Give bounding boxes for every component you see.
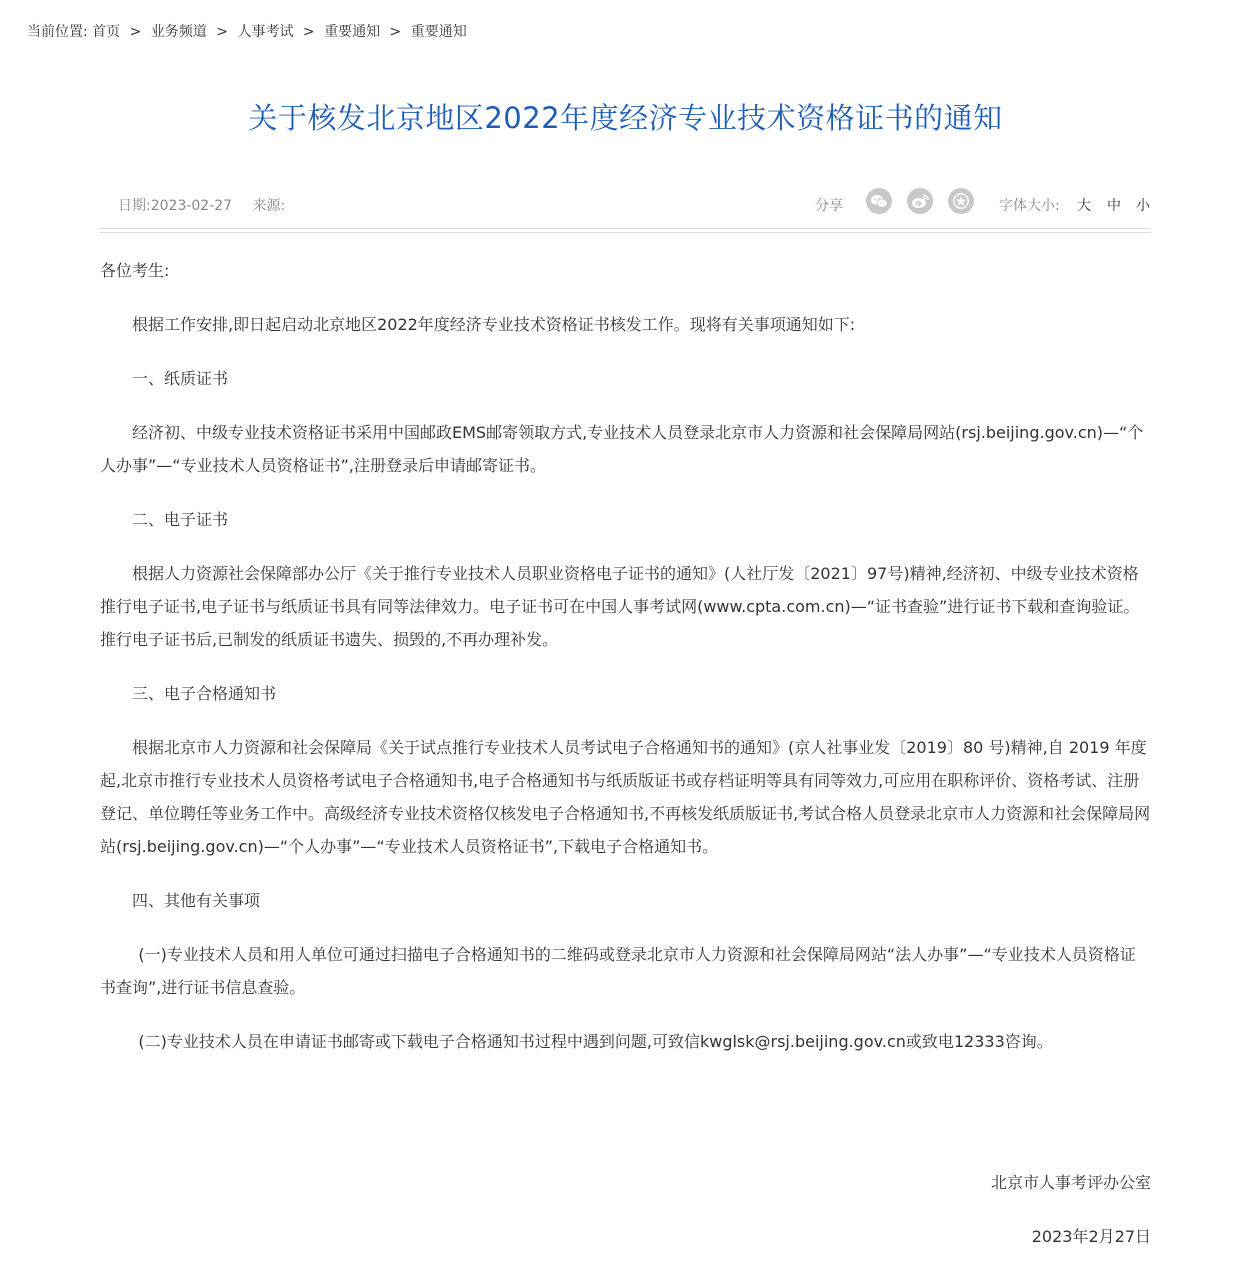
font-size-large-button[interactable]: 大: [1077, 198, 1091, 214]
article-meta: [118, 195, 285, 215]
signature-block: [991, 1166, 1151, 1253]
weibo-icon[interactable]: [907, 188, 933, 214]
other-matters-item-2: (二)专业技术人员在申请证书邮寄或下载电子合格通知书过程中遇到问题,可致信kwglsk@rsj.beijing.gov.cn或致电12333咨询。: [138, 1032, 1053, 1051]
signature-organization: 北京市人事考评办公室: [990, 1173, 1151, 1192]
other-matters-item-1: (一)专业技术人员和用人单位可通过扫描电子合格通知书的二维码或登录北京市人力资源和社会保障局网站“法人办事”—“专业技术人员资格证书查询”,进行证书信息查验。: [100, 945, 1136, 997]
signature-date: 2023年2月27日: [1031, 1227, 1151, 1246]
article-title: 关于核发北京地区2022年度经济专业技术资格证书的通知: [248, 101, 1003, 135]
section-heading-electronic-notice: 三、电子合格通知书: [132, 684, 277, 703]
greeting: 各位考生:: [100, 261, 170, 280]
source-label: 来源:: [252, 198, 286, 214]
date-label: 日期:: [118, 198, 151, 214]
breadcrumb: [27, 21, 467, 41]
breadcrumb-current-link[interactable]: 重要通知: [410, 24, 467, 40]
breadcrumb-separator: >: [302, 24, 315, 40]
section-heading-paper-certificate: 一、纸质证书: [132, 369, 229, 388]
intro-paragraph: 根据工作安排,即日起启动北京地区2022年度经济专业技术资格证书核发工作。现将有关事项通知如下:: [132, 315, 856, 334]
favorite-icon[interactable]: [948, 188, 974, 214]
section-body-paper-certificate: 经济初、中级专业技术资格证书采用中国邮政EMS邮寄领取方式,专业技术人员登录北京市人力资源和社会保障局网站(rsj.beijing.gov.cn)—“个人办事”—“专业技术人员资格证书”,注册登录后申请邮寄证书。: [100, 423, 1144, 475]
breadcrumb-business-channel-link[interactable]: 业务频道: [150, 24, 207, 40]
share-label: 分享: [815, 198, 843, 214]
breadcrumb-important-notice-link[interactable]: 重要通知: [324, 24, 381, 40]
article-body: [100, 254, 1151, 1079]
breadcrumb-home-link[interactable]: 首页: [92, 24, 121, 40]
breadcrumb-separator: >: [389, 24, 402, 40]
breadcrumb-personnel-exam-link[interactable]: 人事考试: [237, 24, 294, 40]
article-meta-bar: [100, 187, 1151, 221]
section-body-electronic-notice: 根据北京市人力资源和社会保障局《关于试点推行专业技术人员考试电子合格通知书的通知》(京人社事业发〔2019〕80 号)精神,自 2019 年度起,北京市推行专业技术人员资格考试电子合格通知书,电子合格通知书与纸质版证书或存档证明等具有同等效力,可应用在职称评价、资格考试、注册登记、单位聘任等业务工作中。高级经济专业技术资格仅核发电子合格通知书,不再核发纸质版证书,考试合格人员登录北京市人力资源和社会保障局网站(rsj.beijing.gov.cn)—“个人办事”—“专业技术人员资格证书”,下载电子合格通知书。: [100, 738, 1151, 856]
breadcrumb-separator: >: [129, 24, 142, 40]
font-size-medium-button[interactable]: 中: [1107, 198, 1121, 214]
section-heading-other-matters: 四、其他有关事项: [132, 891, 261, 910]
font-size-label: 字体大小:: [999, 198, 1060, 214]
font-size-small-button[interactable]: 小: [1136, 198, 1150, 214]
wechat-icon[interactable]: [866, 188, 892, 214]
section-body-electronic-certificate: 根据人力资源社会保障部办公厅《关于推行专业技术人员职业资格电子证书的通知》(人社厅发〔2021〕97号)精神,经济初、中级专业技术资格推行电子证书,电子证书与纸质证书具有同等法律效力。电子证书可在中国人事考试网(www.cpta.com.cn)—“证书查验”进行证书下载和查询验证。推行电子证书后,已制发的纸质证书遗失、损毁的,不再办理补发。: [100, 564, 1140, 649]
publish-date: 2023-02-27: [150, 198, 233, 214]
breadcrumb-separator: >: [216, 24, 228, 40]
breadcrumb-label: 当前位置:: [27, 24, 88, 40]
section-heading-electronic-certificate: 二、电子证书: [132, 510, 229, 529]
header-divider: [100, 228, 1151, 233]
